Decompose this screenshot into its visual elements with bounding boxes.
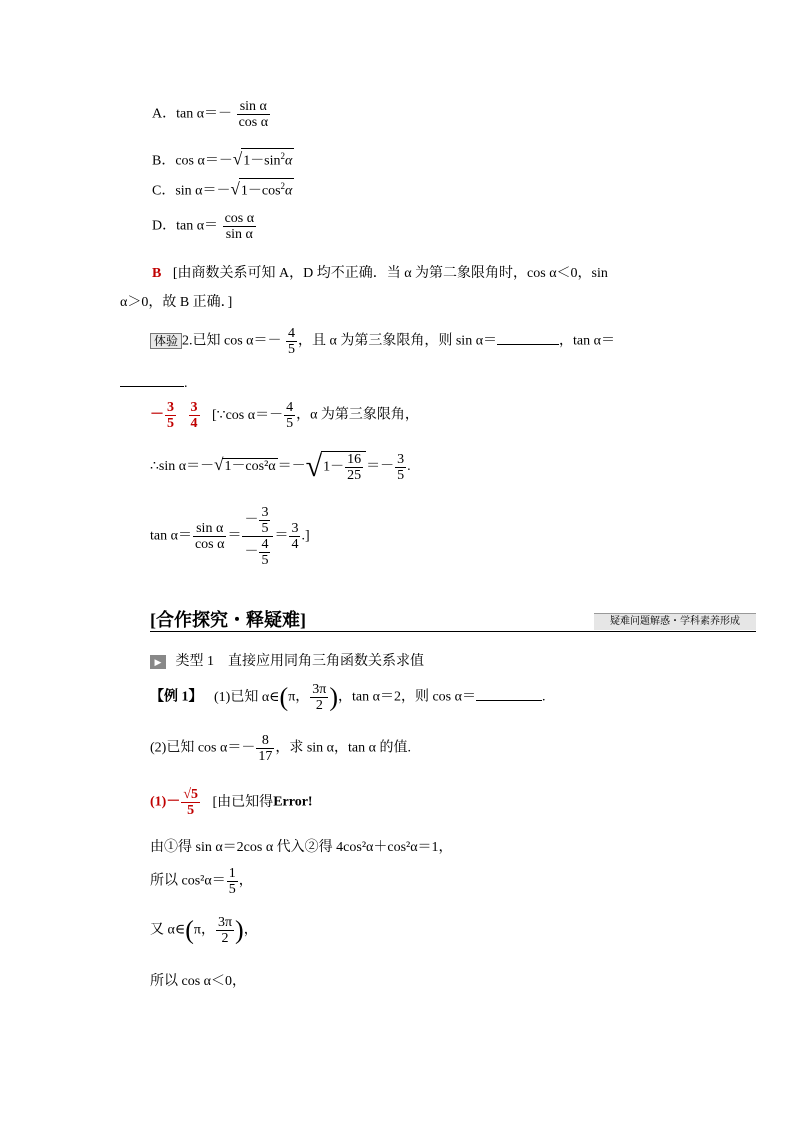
tan-ans-denominator: 4 bbox=[190, 416, 198, 431]
three-pi-denominator: 2 bbox=[315, 698, 323, 713]
three-fifths bbox=[259, 505, 270, 536]
answer-letter: B bbox=[152, 266, 162, 281]
left-paren: ( bbox=[185, 915, 194, 945]
solution-line-4 bbox=[150, 915, 258, 946]
tiyan-end: . bbox=[184, 376, 188, 391]
option-c bbox=[152, 178, 294, 200]
seventeen-denominator: 17 bbox=[258, 749, 273, 764]
three-pi-over-two-2 bbox=[216, 915, 234, 946]
example-1-part-2 bbox=[150, 733, 411, 764]
answer-numerator: √5 bbox=[183, 787, 199, 802]
option-a-label: A．tan α＝－ bbox=[152, 106, 233, 122]
sin-result-denominator: 5 bbox=[397, 467, 405, 483]
option-c-label: C．sin α＝－ bbox=[152, 183, 231, 199]
tan-result-denominator: 4 bbox=[291, 537, 299, 552]
line-4-post: ， bbox=[243, 922, 258, 938]
five-denominator: 5 bbox=[228, 882, 236, 897]
three-pi-over-two bbox=[310, 682, 328, 713]
line-3-post: ， bbox=[238, 873, 253, 889]
solution-line-5: 所以 cos α＜0， bbox=[150, 974, 246, 989]
option-c-radicand-text: 1－cos bbox=[240, 183, 281, 199]
option-a-denominator: cos α bbox=[238, 115, 269, 130]
section-divider bbox=[150, 631, 756, 632]
alpha-symbol: α bbox=[285, 183, 293, 199]
option-d-numerator: cos α bbox=[224, 211, 255, 226]
radical-sign-large-icon: √ bbox=[305, 450, 323, 483]
cos-answer-blank bbox=[476, 690, 542, 701]
eight-seventeenths bbox=[256, 733, 274, 764]
radicand-prefix: 1－ bbox=[323, 459, 345, 475]
error-text: Error! bbox=[273, 794, 313, 810]
sin-ans-numerator: 3 bbox=[167, 400, 174, 415]
three-pi-numerator: 3π bbox=[312, 682, 327, 697]
three-pi-numerator-2: 3π bbox=[217, 915, 233, 930]
sin-label: ∴sin α＝－ bbox=[150, 459, 215, 475]
equals: ＝ bbox=[227, 528, 242, 544]
line-3-prefix: 所以 cos²α＝ bbox=[150, 873, 226, 889]
superscript: 2 bbox=[280, 151, 286, 161]
tan-ans-numerator: 3 bbox=[190, 400, 198, 415]
tiyan-prefix: 2.已知 cos α＝－ bbox=[182, 333, 282, 349]
sin-over-cos-denominator: cos α bbox=[194, 537, 225, 552]
part-2-prefix: (2)已知 cos α＝－ bbox=[150, 740, 256, 756]
pi: π， bbox=[193, 922, 215, 938]
answer-2-tan-fraction bbox=[189, 400, 200, 431]
sin-radicand: 1－cos²α bbox=[224, 459, 276, 475]
pi: π， bbox=[288, 689, 310, 705]
tiyan-denominator: 5 bbox=[288, 342, 296, 357]
type-1-heading bbox=[150, 650, 424, 670]
radical-sign-icon: √ bbox=[230, 179, 240, 199]
four-fifths bbox=[259, 537, 270, 568]
tan-result-numerator: 3 bbox=[291, 521, 299, 536]
complex-numerator: － $\frac{3}{5}$ bbox=[242, 505, 273, 537]
eight-numerator: 8 bbox=[256, 733, 274, 749]
close-bracket: .] bbox=[301, 528, 310, 544]
section-title: [合作探究・释疑难] bbox=[150, 610, 306, 630]
complex-denominator: － $\frac{4}{5}$ bbox=[244, 537, 269, 568]
option-c-radicand bbox=[239, 178, 295, 199]
example-1-part-1 bbox=[150, 682, 545, 713]
answer-1-line-2: α＞0，故 B 正确．] bbox=[120, 295, 233, 310]
option-b bbox=[152, 148, 294, 170]
option-b-radicand-text: 1－sin bbox=[243, 153, 281, 169]
answer-2-minus: － bbox=[150, 407, 164, 423]
option-d bbox=[152, 211, 257, 242]
cos-numerator: 4 bbox=[286, 400, 294, 415]
complex-fraction bbox=[242, 505, 273, 568]
cf-top-numerator: 3 bbox=[261, 505, 269, 520]
option-d-fraction bbox=[223, 211, 257, 242]
frac-16-numerator: 16 bbox=[347, 452, 362, 467]
radical-sign-icon: √ bbox=[232, 149, 243, 169]
period: . bbox=[407, 459, 411, 475]
option-a-numerator: sin α bbox=[237, 99, 271, 115]
section-subtitle: 疑难问题解惑・学科素养形成 bbox=[594, 613, 756, 630]
sin-result-fraction bbox=[395, 452, 406, 483]
cf-bottom-denominator: 5 bbox=[261, 553, 269, 568]
answer-2-line-3 bbox=[150, 505, 310, 568]
solution-text: [由已知得 bbox=[212, 794, 274, 810]
superscript: 2 bbox=[280, 181, 286, 191]
sin-radicand-2 bbox=[321, 451, 366, 483]
frac-16-denominator: 25 bbox=[347, 468, 362, 483]
equals-minus: ＝－ bbox=[277, 459, 306, 475]
sin-over-cos-fraction bbox=[193, 521, 227, 552]
answer-2-line-2 bbox=[150, 450, 411, 484]
solution-answer-fraction bbox=[181, 787, 200, 818]
answer-1-line-1 bbox=[152, 262, 608, 282]
option-d-label: D．tan α＝ bbox=[152, 218, 219, 234]
tiyan-line-2 bbox=[120, 376, 188, 392]
solution-label: (1)－ bbox=[150, 794, 181, 810]
tan-answer-blank bbox=[120, 376, 184, 387]
left-paren: ( bbox=[279, 682, 289, 712]
equals-minus-2: ＝－ bbox=[366, 459, 395, 475]
one-numerator: 1 bbox=[228, 866, 236, 881]
answer-denominator: 5 bbox=[187, 803, 195, 818]
option-b-radicand bbox=[241, 148, 294, 169]
line-4-prefix: 又 α∈ bbox=[150, 922, 186, 938]
equals-2: ＝ bbox=[274, 528, 289, 544]
solution-line-1 bbox=[150, 787, 313, 818]
play-icon: ▶ bbox=[150, 655, 166, 669]
option-d-denominator: sin α bbox=[225, 227, 253, 242]
tiyan-mid: ，且 α 为第三象限角，则 sin α＝ bbox=[298, 333, 498, 349]
answer-2-cos-fraction bbox=[284, 400, 295, 431]
example-tag: 【例 1】 bbox=[150, 689, 203, 705]
tiyan-tan: ，tan α＝ bbox=[559, 333, 615, 349]
sin-result-numerator: 3 bbox=[397, 451, 405, 467]
option-a-fraction bbox=[237, 99, 271, 130]
cf-top-denominator: 5 bbox=[261, 521, 269, 536]
right-paren: ) bbox=[329, 682, 339, 712]
solution-line-3 bbox=[150, 866, 253, 897]
period: . bbox=[541, 689, 546, 705]
tan-label: tan α＝ bbox=[150, 528, 192, 544]
part-2-post: ，求 sin α，tan α 的值. bbox=[275, 740, 411, 756]
tan-result-fraction bbox=[289, 521, 300, 552]
one-fifth bbox=[227, 866, 238, 897]
frac-16-25 bbox=[345, 452, 363, 483]
tiyan-question bbox=[150, 326, 615, 357]
option-a bbox=[152, 99, 271, 130]
solution-line-2: 由①得 sin α＝2cos α 代入②得 4cos²α＋cos²α＝1， bbox=[150, 840, 453, 855]
part-1-post: ，tan α＝2，则 cos α＝ bbox=[338, 689, 476, 705]
tiyan-numerator: 4 bbox=[288, 326, 296, 341]
sin-over-cos-numerator: sin α bbox=[193, 521, 227, 537]
alpha-symbol: α bbox=[285, 153, 293, 169]
radical-sign-icon: √ bbox=[214, 455, 224, 475]
answer-2-line-1 bbox=[150, 400, 419, 431]
sin-ans-denominator: 5 bbox=[167, 416, 174, 431]
three-pi-denominator-2: 2 bbox=[221, 931, 229, 946]
tiyan-tag: 体验 bbox=[150, 333, 182, 349]
cf-bottom-numerator: 4 bbox=[261, 537, 269, 552]
right-paren: ) bbox=[235, 915, 244, 945]
cos-denominator: 5 bbox=[286, 416, 294, 431]
option-b-label: B．cos α＝－ bbox=[152, 153, 233, 169]
type-1-label: 类型 1 直接应用同角三角函数关系求值 bbox=[175, 654, 424, 669]
part-1-prefix: (1)已知 α∈ bbox=[214, 689, 280, 705]
answer-2-text-1: [∵cos α＝－ bbox=[212, 407, 284, 423]
answer-2-sin-fraction bbox=[165, 400, 176, 431]
tiyan-fraction bbox=[286, 326, 297, 357]
sin-answer-blank bbox=[497, 334, 559, 345]
answer-1-text-1: [由商数关系可知 A，D 均不正确．当 α 为第二象限角时，cos α＜0，sin bbox=[172, 266, 608, 281]
answer-2-text-2: ，α 为第三象限角， bbox=[296, 407, 419, 423]
